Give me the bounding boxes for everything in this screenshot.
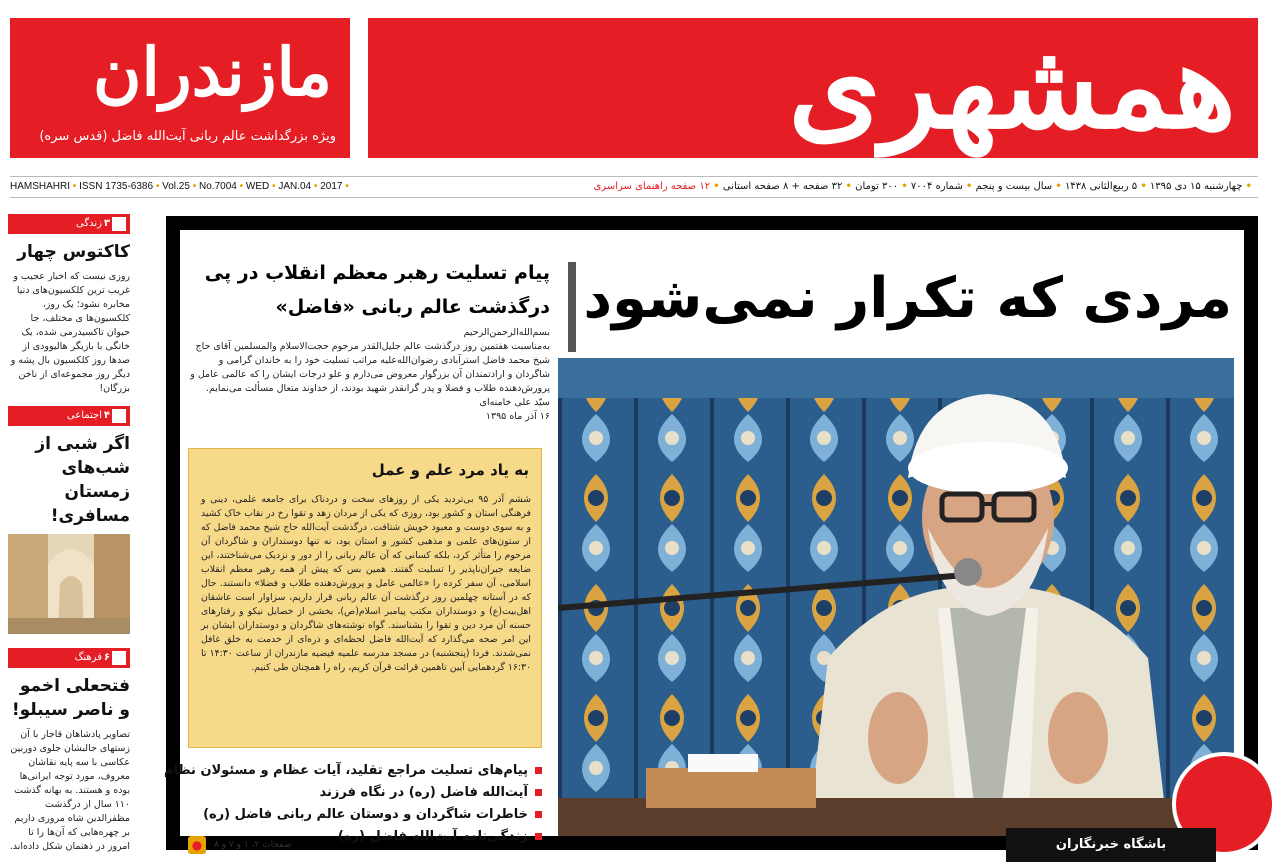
date-persian: • چهارشنبه ۱۵ دی ۱۳۹۵ • ۵ ربیع‌الثانی ۱۴۳۸ • سال بیست و پنجم • شماره ۷۰۰۴ • ۳۰۰ تومان • ۳۲ صفحه + ۸ صفحه استانی • ۱۲ صفحه راهنمای سراسری bbox=[593, 181, 1252, 192]
tag-box-icon bbox=[112, 651, 126, 665]
related-story-item[interactable]: زندگی‌نامه آیت‌الله فاضل (ره) bbox=[190, 826, 542, 848]
alley-photo bbox=[8, 534, 130, 634]
section-tag-culture[interactable] bbox=[8, 648, 130, 668]
related-stories-list bbox=[163, 760, 542, 848]
tag-page-number: ۴ bbox=[103, 410, 110, 421]
tag-box-icon bbox=[112, 409, 126, 423]
masthead-logo-banner bbox=[368, 18, 1258, 158]
tag-page-number: ۶ bbox=[103, 652, 110, 663]
section-tag-life[interactable] bbox=[8, 214, 130, 234]
region-subtitle: ویژه بزرگداشت عالم ربانی آیت‌الله فاضل (قدس سره) bbox=[39, 129, 336, 144]
issue-item: WED bbox=[245, 181, 270, 192]
tag-label: زندگی bbox=[76, 218, 102, 229]
newspaper-logo: همشهری bbox=[788, 16, 1236, 155]
issue-item: Vol.25 bbox=[162, 181, 190, 192]
section-tag-social[interactable] bbox=[8, 406, 130, 426]
date-item: ۳۰۰ تومان bbox=[855, 181, 899, 192]
date-item: ۳۲ صفحه + ۸ صفحه استانی bbox=[722, 181, 843, 192]
issue-item: JAN.04 bbox=[278, 181, 312, 192]
left-story-title[interactable]: فتحعلی اخمو و ناصر سیبلو! bbox=[11, 676, 130, 720]
date-bar bbox=[10, 176, 1258, 198]
main-headline[interactable]: مردی که تکرار نمی‌شود bbox=[583, 266, 1232, 331]
pages-reference: صفحات ۲، ۱ و ۷ و ۸ bbox=[214, 840, 292, 850]
tag-page-number: ۳ bbox=[103, 218, 110, 229]
left-story-body: روزی نیست که اخبار عجیب و غریب ترین کلکسیون‌های دنیا مخابره نشود؛ یک روز، کلکسیون‌ها ی مختلف، جا حیوان تاکسیدرمی شده، یک خانگی با بازیگر هالیوودی از صدها روز کلکسیون بال پشه و دیگر روز مجموعه‌ای از ناخن بزرگان! bbox=[10, 271, 130, 394]
region-name: مازندران bbox=[92, 33, 332, 111]
news-agency-badge: باشگاه خبرنگاران bbox=[1006, 828, 1216, 862]
left-column bbox=[8, 214, 130, 866]
left-story-title[interactable]: اگر شبی از شب‌های زمستان مسافری! bbox=[35, 434, 130, 526]
memory-box bbox=[188, 448, 542, 748]
related-story-item[interactable]: پیام‌های تسلیت مراجع تقلید، آیات عظام و مسئولان نظام bbox=[190, 760, 542, 782]
date-item: شماره ۷۰۰۴ bbox=[910, 181, 963, 192]
issue-item: No.7004 bbox=[199, 181, 237, 192]
message-date: ۱۶ آذر ماه ۱۳۹۵ bbox=[485, 411, 550, 422]
date-item: سال بیست و پنجم bbox=[975, 181, 1053, 192]
message-basmala: بسم‌الله‌الرحمن‌الرحیم bbox=[463, 327, 550, 338]
cleric-portrait-photo bbox=[558, 358, 1234, 836]
left-story-body: تصاویر پادشاهان قاجار با آن زستهای جالبشان جلوی دوربین عکاسی با سه پایه نقاشان معروف، مورد توجه ایرانی‌ها بوده و هستند. به بهانه گذشت ۱۱۰ سال از درگذشت مظفرالدین شاه مروری داریم بر چهره‌هایی که آن‌ها را تا امروز در ذهنمان شکل داده‌اند. bbox=[9, 729, 130, 852]
portrait-illustration bbox=[558, 358, 1234, 836]
tag-label: اجتماعی bbox=[66, 410, 102, 421]
pages-ref-icon: ● bbox=[188, 836, 206, 854]
region-banner bbox=[10, 18, 350, 158]
message-signature: سیّد علی خامنه‌ای bbox=[479, 397, 550, 408]
sub-headline[interactable]: پیام تسلیت رهبر معظم انقلاب در پی درگذشت عالم ربانی «فاضل» bbox=[204, 262, 550, 318]
tag-label: فرهنگ bbox=[74, 652, 102, 663]
issue-item: ISSN 1735-6386 bbox=[79, 181, 154, 192]
main-story-frame bbox=[163, 216, 1258, 852]
issue-item: 2017 bbox=[320, 181, 343, 192]
issue-item: HAMSHAHRI bbox=[10, 181, 71, 192]
alley-illustration bbox=[8, 534, 130, 634]
message-body: به‌مناسبت هفتمین روز درگذشت عالم جلیل‌القدر مرحوم حجت‌الاسلام والمسلمین آقای حاج شیخ محمد فاضل استرآبادی رضوان‌الله‌علیه مراتب تسلیت خود را به خاندان گرامی و شاگردان و ارادتمندان آن بزرگوار معروض می‌دارم و علو درجات ایشان را که عالمی عامل و پرورش‌دهنده طلاب و فضلا و پدر گرانقدر شهید بودند، از خداوند متعال مسألت می‌نمایم. bbox=[190, 341, 550, 394]
date-item: ۵ ربیع‌الثانی ۱۴۳۸ bbox=[1064, 181, 1138, 192]
related-story-item[interactable]: آیت‌الله فاضل (ره) در نگاه فرزند bbox=[190, 782, 542, 804]
guide-pages: ۱۲ صفحه راهنمای سراسری bbox=[593, 181, 711, 192]
tag-box-icon bbox=[112, 217, 126, 231]
left-story-title[interactable]: کاکتوس چهار bbox=[17, 242, 130, 262]
memory-box-title[interactable]: به یاد مرد علم و عمل bbox=[371, 461, 529, 479]
memory-box-body: ششم آذر ۹۵ بی‌تردید یکی از روزهای سخت و دردناک برای جامعه علمی، دینی و فرهنگی استان و کشور بود، روزی که یکی از مردان زهد و تقوا رخ در نقاب خاک کشید و به سوی دوست و معبود خویش شتافت. درگذشت آیت‌الله حاج شیخ محمد فاضل که از ستون‌های علمی و مذهبی کشور و استان بود، نه تنها دوستداران و شاگردان آن مرحوم را متأثر کرد، بلکه کسانی که آن عالم ربانی را از دور و نزدیک می‌شناختند، این ضایعه جبران‌ناپذیر را تسلیت گفتند. همین بس که پیش از همه رهبر معظم انقلاب اسلامی، آن سفر کرده را «عالمی عامل و پرورش‌دهنده طلاب و فضلا» دانستند. حال که در آستانه چهلمین روز درگذشت آن عالم ربانی قرار داریم، سزاوار است عاشقان اهل‌بیت(ع) و دوستداران مکتب پیامبر اسلام(ص)، بخشی از خصایل نیکو و رفتارهای حسنه آن مرد دین و تقوا را بشناسند. گواه نوشته‌های شاگردان و دوستداران ایشان بر این امر صحه می‌گذارد که آیت‌الله فاضل لحظه‌ای و ذره‌ای از خدمت به خلق غافل نمی‌شدند. فردا (پنجشنبه) در مسجد مدرسه علمیه فیضیه مازندران از ساعت ۱۴:۳۰ تا ۱۶:۳۰ گردهمایی آیین تاهمین قرائت قرآن کریم، راه را همچنان طی کنیم. bbox=[201, 494, 531, 673]
related-story-item[interactable]: خاطرات شاگردان و دوستان عالم ربانی فاضل (ره) bbox=[190, 804, 542, 826]
condolence-message bbox=[190, 326, 550, 424]
headline-accent-bar bbox=[568, 262, 576, 352]
date-english: HAMSHAHRI • ISSN 1735-6386 • Vol.25 • No.7004 • WED • JAN.04 • 2017 • bbox=[10, 181, 349, 192]
date-item: چهارشنبه ۱۵ دی ۱۳۹۵ bbox=[1149, 181, 1243, 192]
